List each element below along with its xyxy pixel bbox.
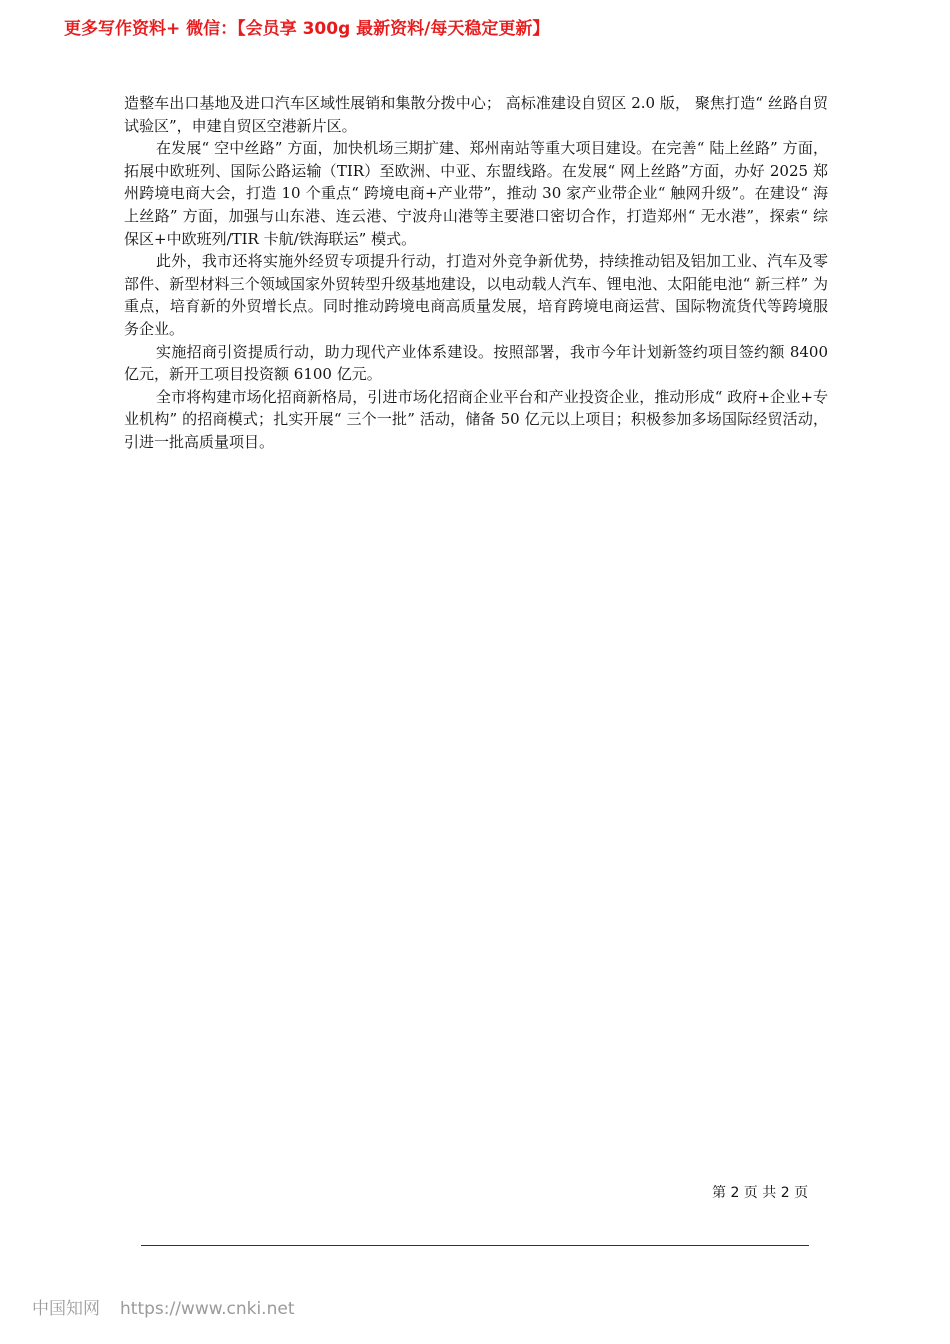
document-body [124, 92, 828, 454]
watermark [32, 1294, 294, 1319]
paragraph: 此外，我市还将实施外经贸专项提升行动，打造对外竞争新优势，持续推动铝及铝加工业、汽车及零部件、新型材料三个领域国家外贸转型升级基地建设，以电动载人汽车、锂电池、太阳能电池“ 新三样” 为重点，培育新的外贸增长点。同时推动跨境电商高质量发展，培育跨境电商运营、国际物流货代等跨境服务企业。 [124, 252, 828, 338]
footer-divider [141, 1245, 809, 1246]
paragraph: 在发展“ 空中丝路” 方面，加快机场三期扩建、郑州南站等重大项目建设。在完善“ 陆上丝路” 方面，拓展中欧班列、国际公路运输（TIR）至欧洲、中亚、东盟线路。在发展“ 网上丝路”方面，办好 2025 郑州跨境电商大会，打造 10 个重点“ 跨境电商+产业带”，推动 30 家产业带企业“ 触网升级”。在建设“ 海上丝路” 方面，加强与山东港、连云港、宁波舟山港等主要港口密切合作，打造郑州“ 无水港”，探索“ 综保区+中欧班列/TIR 卡航/铁海联运” 模式。 [124, 139, 828, 248]
promo-banner: 更多写作资料+ 微信：【会员享 300g 最新资料/每天稳定更新】 [64, 19, 550, 39]
paragraph: 造整车出口基地及进口汽车区域性展销和集散分拨中心； 高标准建设自贸区 2.0 版， 聚焦打造“ 丝路自贸试验区”，申建自贸区空港新片区。 [124, 94, 828, 135]
page-number: 第 2 页 共 2 页 [712, 1185, 809, 1201]
watermark-url: https://www.cnki.net [120, 1299, 295, 1319]
paragraph: 全市将构建市场化招商新格局，引进市场化招商企业平台和产业投资企业，推动形成“ 政府+企业+专业机构” 的招商模式；扎实开展“ 三个一批” 活动，储备 50 亿元以上项目；积极参加多场国际经贸活动，引进一批高质量项目。 [124, 387, 828, 451]
paragraph: 实施招商引资提质行动，助力现代产业体系建设。按照部署，我市今年计划新签约项目签约额 8400 亿元，新开工项目投资额 6100 亿元。 [124, 342, 828, 384]
watermark-brand: 中国知网 [32, 1299, 100, 1319]
